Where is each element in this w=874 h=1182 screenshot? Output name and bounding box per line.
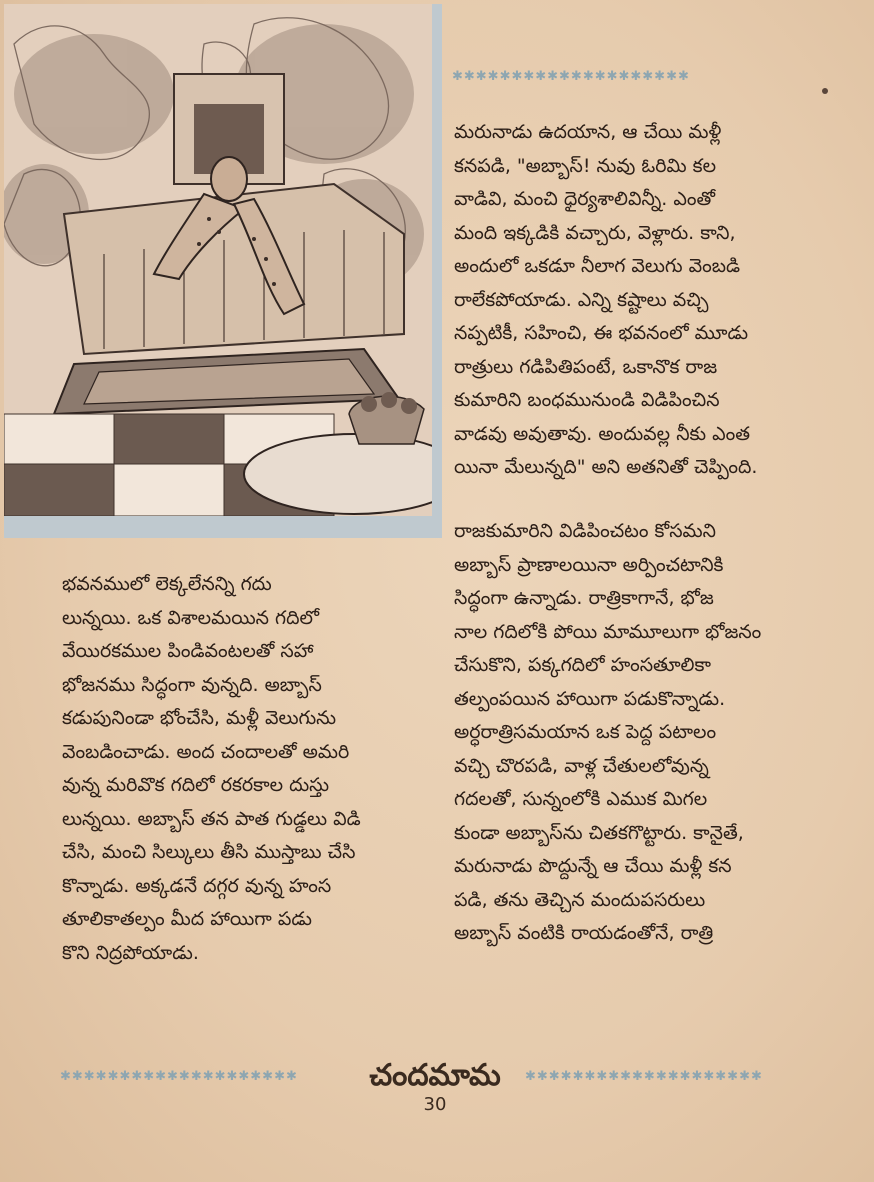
text-line: చేసుకొని, పక్కగదిలో హంసతూలికా [454,654,711,676]
footer-ornament-left: ✱✱✱✱✱✱✱✱✱✱✱✱✱✱✱✱✱✱✱✱ [60,1070,298,1084]
text-line: వాడివి, మంచి ధైర్యశాలివిన్నీ. ఎంతో [454,188,716,210]
left-column-text [62,568,432,970]
right-column-bottom-text [454,515,826,951]
text-line: లున్నయి. అబ్బాస్ తన పాత గుడ్డలు విడి [62,807,361,830]
text-line: రాజకుమారిని విడిపించటం కోసమని [454,520,716,542]
magazine-title: చందమామ [369,1058,501,1093]
illustration-frame-right [432,4,442,536]
text-line: రాలేకపోయాడు. ఎన్ని కష్టాలు వచ్చి [454,288,709,311]
text-line: కొన్నాడు. అక్కడనే దగ్గర వున్న హంస [62,874,332,897]
text-line: కడుపునిండా భోంచేసి, మళ్లీ వెలుగును [62,707,337,729]
text-line: వెంబడించాడు. అంద చందాలతో అమరి [62,740,350,763]
text-line: వాడవు అవుతావు. అందువల్ల నీకు ఎంత [454,422,750,445]
text-line: కుండా అబ్బాస్‌ను చితకగొట్టారు. కానైతే, [454,821,744,844]
text-line: మరునాడు పొద్దున్నే ఆ చేయి మళ్లీ కన [454,855,732,877]
text-line: చేసి, మంచి సిల్కులు తీసి ముస్తాబు చేసి [62,841,356,863]
story-illustration [4,4,432,516]
text-line: నాల గదిలోకి పోయి మామూలుగా భోజనం [454,620,762,643]
text-line: గదలతో, సున్నంలోకి ఎముక మిగల [454,788,708,810]
text-line: నప్పటికీ, సహించి, ఈ భవనంలో మూడు [454,322,749,344]
text-line: వచ్చి చొరపడి, వాళ్ల చేతులలోవున్న [454,754,709,777]
illustration-frame-bottom [4,516,442,538]
text-line: తూలికాతల్పం మీద హాయిగా పడు [62,908,312,930]
text-line: పడి, తను తెచ్చిన మందుపసరులు [454,888,706,911]
text-line: రాత్రులు గడిపితిపంటే, ఒకానొక రాజ [454,355,718,378]
text-line: అబ్బాస్ వంటికి రాయడంతోనే, రాత్రి [454,922,714,944]
text-line: మంది ఇక్కడికి వచ్చారు, వెళ్లారు. కాని, [454,221,736,244]
text-line: అబ్బాస్ ప్రాణాలయినా అర్పించటానికి [454,553,724,576]
text-line: వేయిరకముల పిండివంటలతో సహా [62,640,314,662]
page-number: 30 [423,1094,447,1115]
text-line: అర్ధరాత్రిసమయాన ఒక పెద్ద పటాలం [454,721,717,743]
text-line: కుమారిని బంధమునుండి విడిపించిన [454,389,720,411]
footer-ornament-right: ✱✱✱✱✱✱✱✱✱✱✱✱✱✱✱✱✱✱✱✱ [525,1070,763,1084]
illustration-drawing [4,4,432,516]
text-line: కనపడి, "అబ్బాస్! నువు ఓరిమి కల [454,154,717,177]
text-line: భోజనము సిద్ధంగా వున్నది. అబ్బాస్ [62,673,322,696]
text-line: మరునాడు ఉదయాన, ఆ చేయి మళ్లీ [454,121,722,143]
text-line: భవనములో లెక్కలేనన్ని గదు [62,573,272,595]
text-line: సిద్ధంగా ఉన్నాడు. రాత్రికాగానే, భోజ [454,587,714,609]
right-column-top-text [454,116,826,485]
top-ornament-border: ✱✱✱✱✱✱✱✱✱✱✱✱✱✱✱✱✱✱✱✱ [452,70,690,84]
text-line: యినా మేలున్నది" అని అతనితో చెప్పింది. [454,456,758,478]
speck-mark [822,88,828,94]
text-line: వున్న మరివొక గదిలో రకరకాల దుస్తు [62,774,330,796]
text-line: తల్పంపయిన హాయిగా పడుకొన్నాడు. [454,687,726,710]
text-line: అందులో ఒకడూ నీలాగ వెలుగు వెంబడి [454,255,741,277]
text-line: కొని నిద్రపోయాడు. [62,941,199,964]
text-line: లున్నయి. ఒక విశాలమయిన గదిలో [62,606,320,629]
